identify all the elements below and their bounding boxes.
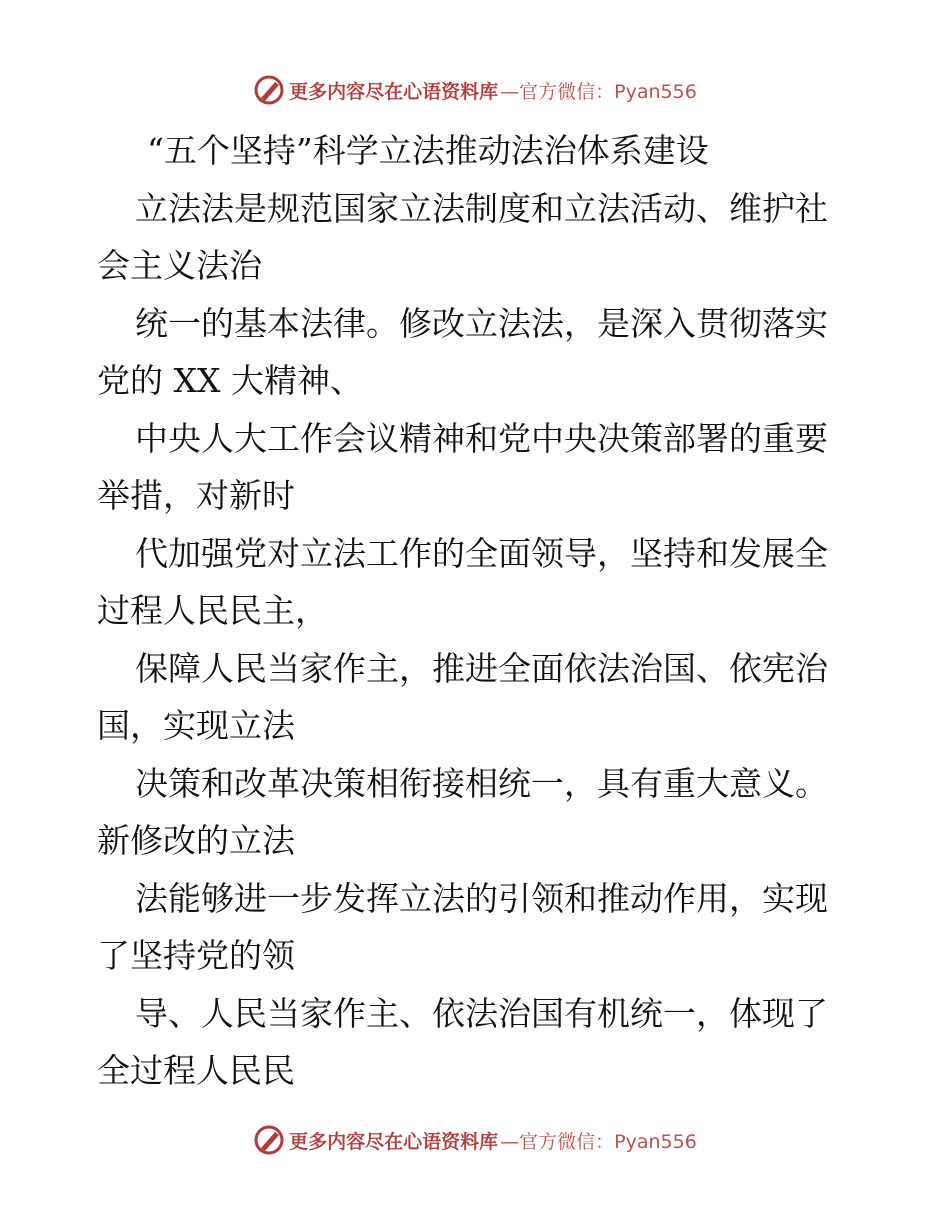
text-line: 统一的基本法律。修改立法法，是深入贯彻落实 [135,303,828,343]
text-line: 立法法是规范国家立法制度和立法活动、维护社 [135,188,828,228]
text-line: 过程人民民主， [97,591,328,630]
document-body [97,122,857,1100]
text-line: 了坚持党的领 [97,936,295,975]
pen-circle-logo-icon [253,1124,285,1156]
document-title: “五个坚持”科学立法推动法治体系建设 [147,131,709,170]
text-line: 党的 XX 大精神、 [97,361,363,400]
footer-watermark [0,1120,950,1160]
header-watermark [0,70,950,110]
text-line: 全过程人民民 [97,1051,295,1090]
watermark-main-text: 更多内容尽在心语资料库 [289,1130,499,1153]
text-line: 新修改的立法 [97,821,295,860]
text-line: 代加强党对立法工作的全面领导，坚持和发展全 [135,533,828,573]
text-line: 保障人民当家作主，推进全面依法治国、依宪治 [135,648,828,688]
text-line: 中央人大工作会议精神和党中央决策部署的重要 [135,418,828,458]
text-line: 国，实现立法 [97,706,295,745]
watermark-main-text: 更多内容尽在心语资料库 [289,80,499,103]
text-line: 决策和改革决策相衔接相统一，具有重大意义。 [135,763,828,803]
watermark-tail-text: —官方微信：Pyan556 [500,1130,697,1153]
text-line: 举措，对新时 [97,476,295,515]
pen-circle-logo-icon [253,74,285,106]
watermark-tail-text: —官方微信：Pyan556 [500,80,697,103]
text-line: 会主义法治 [97,246,262,285]
text-line: 导、人民当家作主、依法治国有机统一，体现了 [135,993,828,1033]
text-line: 法能够进一步发挥立法的引领和推动作用，实现 [135,878,828,918]
